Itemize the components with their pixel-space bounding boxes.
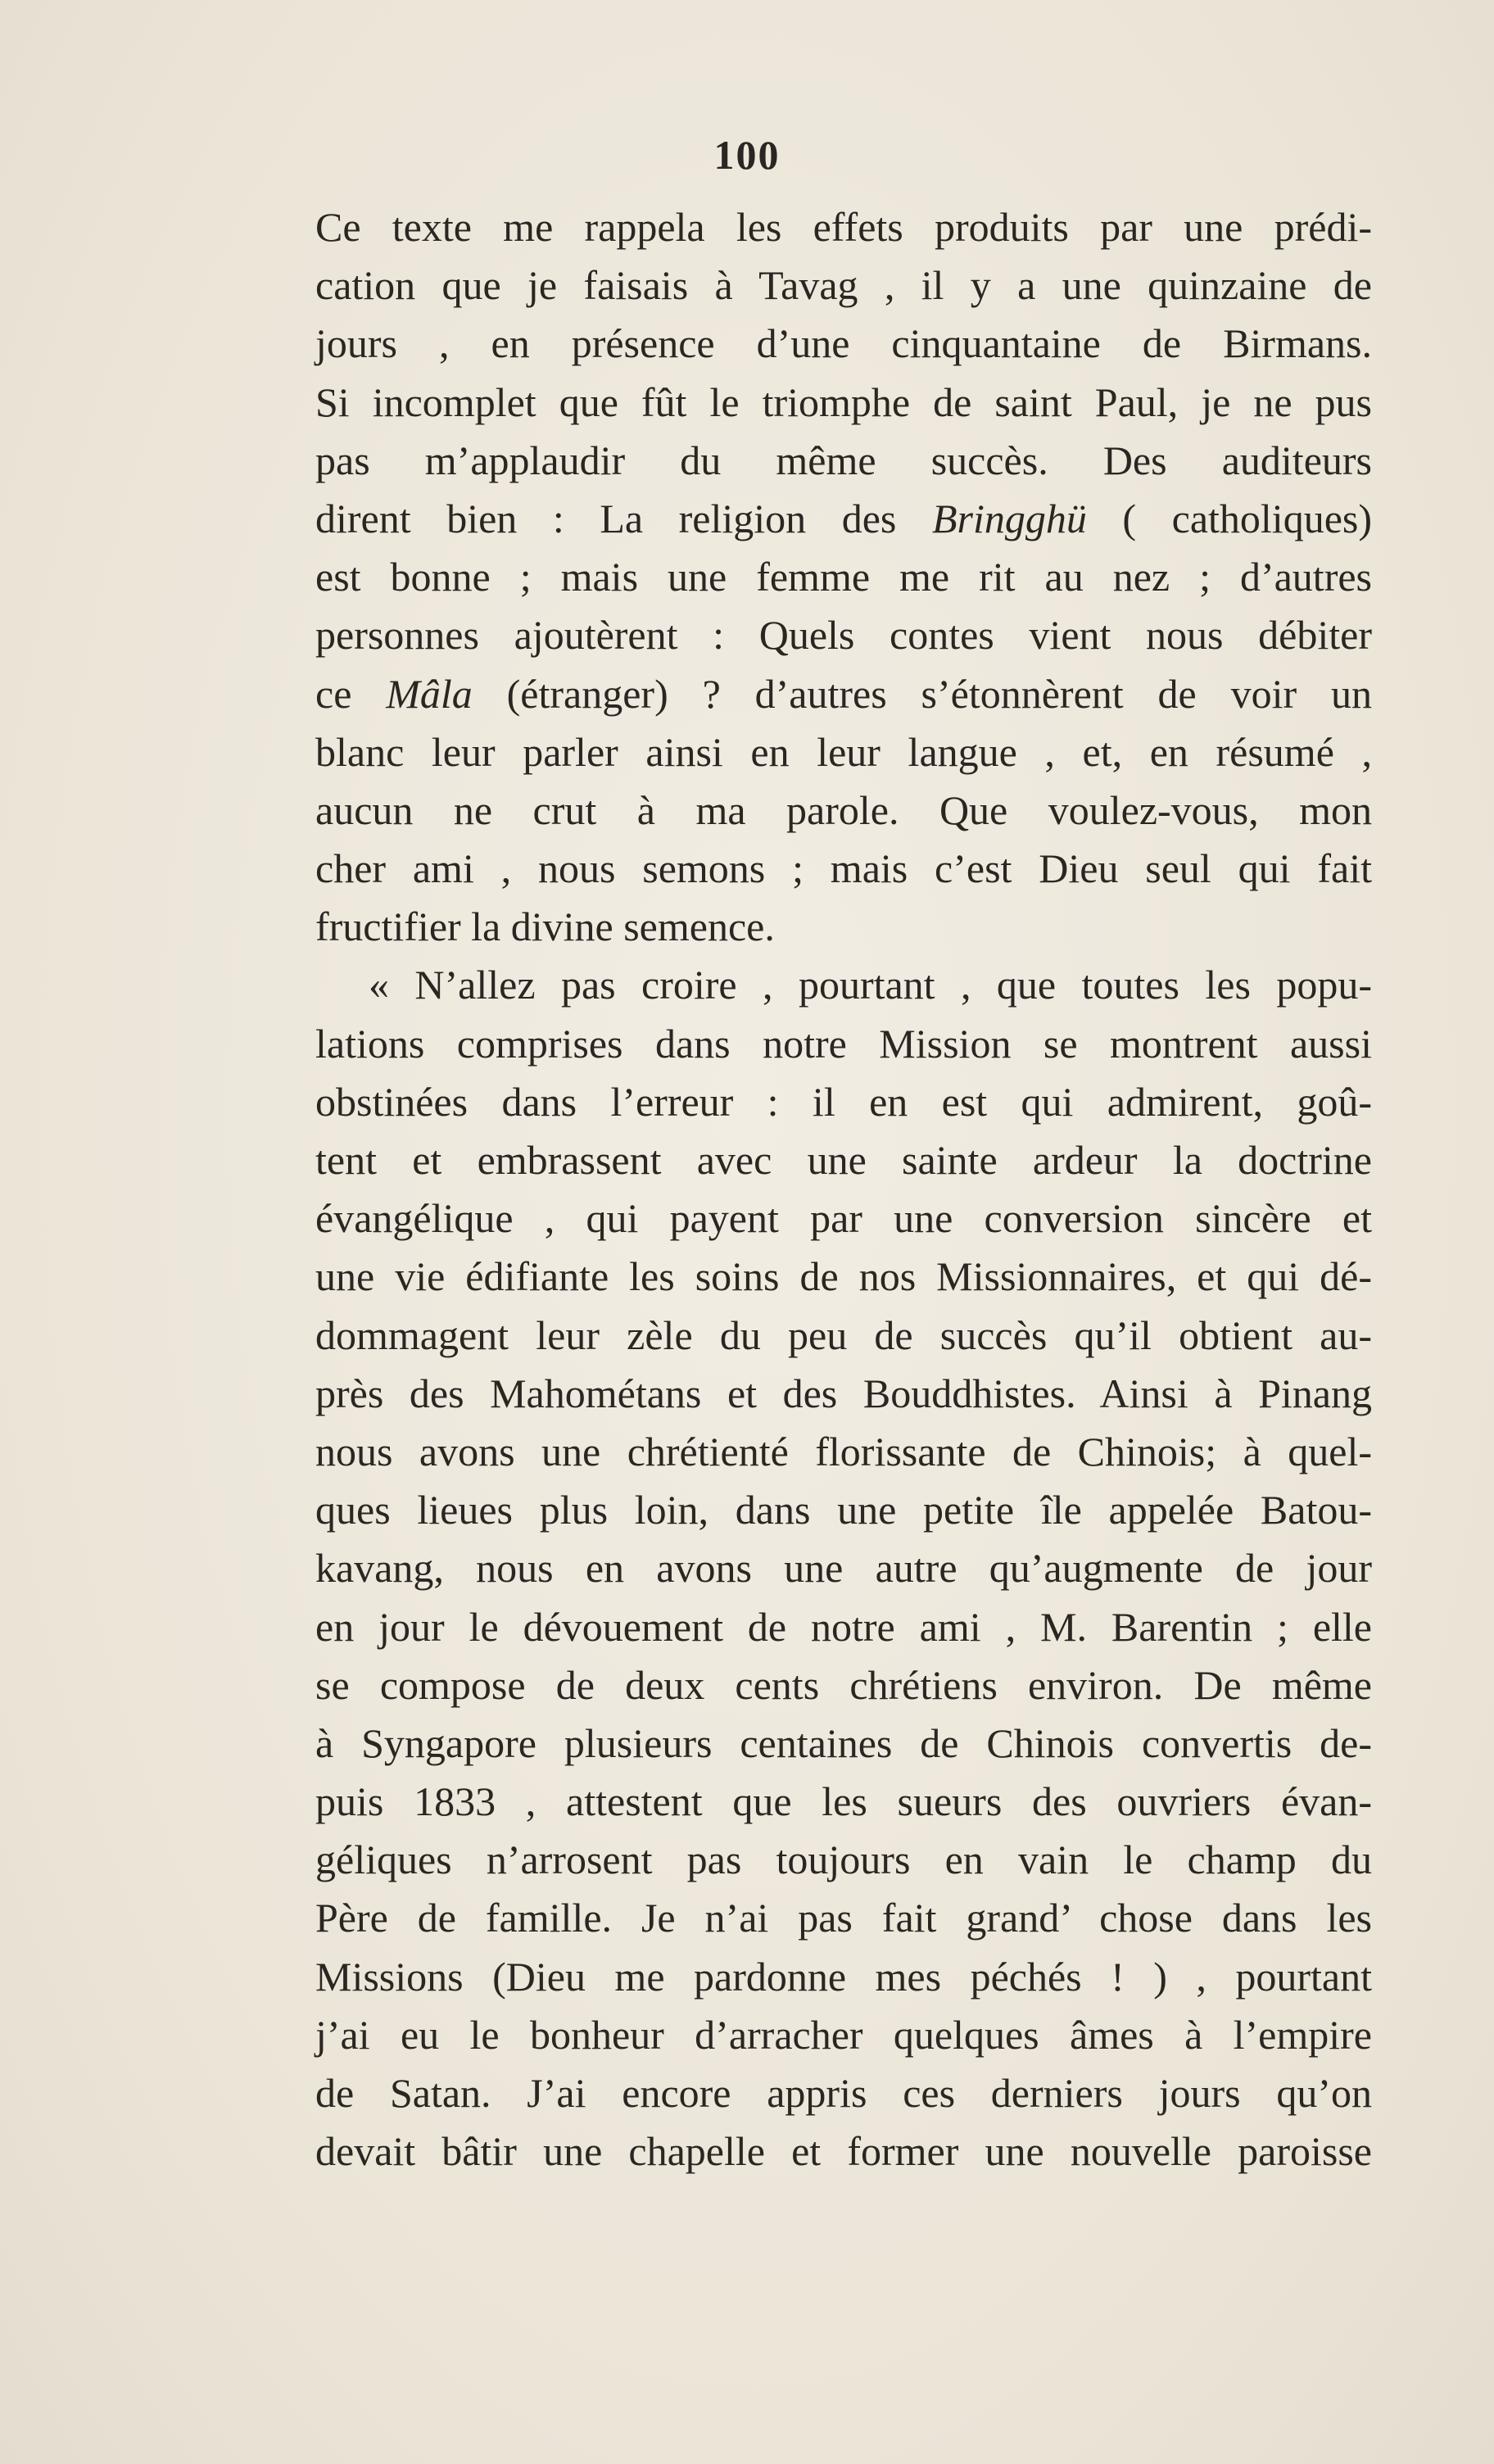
text-line-content: cation que je faisais à Tavag , il y a une quinzaine de	[315, 262, 1372, 309]
text-line	[315, 840, 1372, 898]
text-line	[315, 1189, 1372, 1248]
text-line	[315, 1598, 1372, 1656]
text-line-content: Ce texte me rappela les effets produits par une prédi-	[315, 204, 1372, 250]
text-line	[315, 1307, 1372, 1365]
text-line-content: devait bâtir une chapelle et former une nouvelle paroisse	[315, 2128, 1372, 2175]
text-line	[315, 1481, 1372, 1539]
text-line	[315, 315, 1372, 373]
text-line-content: de Satan. J’ai encore appris ces derniers jours qu’on	[315, 2070, 1372, 2116]
text-line	[315, 1889, 1372, 1947]
text-line-content: près des Mahométans et des Bouddhistes. Ainsi à Pinang	[315, 1370, 1372, 1416]
text-line-content: pas m’applaudir du même succès. Des auditeurs	[315, 437, 1372, 483]
text-line	[315, 606, 1372, 664]
text-line-content: se compose de deux cents chrétiens environ. De même	[315, 1661, 1372, 1708]
text-line	[315, 781, 1372, 840]
text-line	[315, 374, 1372, 432]
text-line	[315, 198, 1372, 256]
text-line	[315, 1248, 1372, 1306]
text-line-content: ce	[315, 670, 387, 717]
text-line	[315, 2006, 1372, 2064]
text-line	[315, 1773, 1372, 1831]
text-line-content: géliques n’arrosent pas toujours en vain le champ du	[315, 1837, 1372, 1883]
text-line-content: dirent bien : La religion des	[315, 495, 932, 541]
text-line	[315, 1365, 1372, 1423]
text-line-content: obstinées dans l’erreur : il en est qui admirent, goû-	[315, 1078, 1372, 1125]
text-line-content: (étranger) ? d’autres s’étonnèrent de voir un	[472, 670, 1372, 717]
text-line	[315, 256, 1372, 315]
text-line	[315, 1948, 1372, 2006]
text-line-content: nous avons une chrétienté florissante de Chinois; à quel-	[315, 1428, 1372, 1474]
text-line-content: lations comprises dans notre Mission se montrent aussi	[315, 1020, 1372, 1067]
text-line-content: aucun ne crut à ma parole. Que voulez-vous, mon	[315, 786, 1372, 833]
text-line-content: kavang, nous en avons une autre qu’augmente de jour	[315, 1545, 1372, 1592]
text-line-content: à Syngapore plusieurs centaines de Chinois convertis de-	[315, 1719, 1372, 1766]
text-line-content: ( catholiques)	[1086, 495, 1372, 541]
text-line	[315, 1714, 1372, 1773]
text-line-content: Père de famille. Je n’ai pas fait grand’ chose dans les	[315, 1895, 1372, 1941]
italic-word: Bringghü	[931, 495, 1087, 541]
text-line	[315, 1831, 1372, 1889]
italic-word: Mâla	[386, 670, 473, 717]
text-line-content: jours , en présence d’une cinquantaine de Birmans.	[315, 320, 1372, 367]
text-line-content: une vie édifiante les soins de nos Missionnaires, et qui dé-	[315, 1253, 1372, 1300]
text-line-content: blanc leur parler ainsi en leur langue , et, en résumé ,	[315, 728, 1372, 775]
text-line	[315, 898, 1372, 956]
text-line-content: fructifier la divine semence.	[315, 904, 775, 950]
text-line-content: « N’allez pas croire , pourtant , que toutes les popu-	[369, 962, 1372, 1008]
text-line-content: est bonne ; mais une femme me rit au nez ; d’autres	[315, 554, 1372, 600]
text-line	[315, 1423, 1372, 1481]
text-line-content: cher ami , nous semons ; mais c’est Dieu seul qui fait	[315, 845, 1372, 892]
text-line	[315, 723, 1372, 781]
text-line	[315, 432, 1372, 490]
text-line	[315, 2122, 1372, 2181]
text-line	[315, 1015, 1372, 1073]
text-line	[315, 665, 1372, 723]
body-text	[315, 198, 1372, 2181]
text-line	[315, 2064, 1372, 2122]
text-line-content: j’ai eu le bonheur d’arracher quelques âmes à l’empire	[315, 2011, 1372, 2058]
text-line	[315, 1073, 1372, 1131]
text-line	[315, 490, 1372, 548]
text-line-content: évangélique , qui payent par une conversion sincère et	[315, 1195, 1372, 1242]
text-line	[315, 1131, 1372, 1189]
text-line	[315, 548, 1372, 606]
text-line-content: en jour le dévouement de notre ami , M. Barentin ; elle	[315, 1603, 1372, 1650]
text-line-content: dommagent leur zèle du peu de succès qu’il obtient au-	[315, 1311, 1372, 1358]
text-line	[315, 1656, 1372, 1714]
page-number: 100	[713, 132, 781, 178]
text-line	[315, 1539, 1372, 1597]
text-line-content: Si incomplet que fût le triomphe de saint Paul, je ne pus	[315, 378, 1372, 425]
text-line	[315, 956, 1372, 1014]
text-line-content: puis 1833 , attestent que les sueurs des ouvriers évan-	[315, 1778, 1372, 1825]
text-line-content: tent et embrassent avec une sainte ardeur la doctrine	[315, 1137, 1372, 1183]
text-line-content: personnes ajoutèrent : Quels contes vient nous débiter	[315, 612, 1372, 659]
text-line-content: Missions (Dieu me pardonne mes péchés ! ) , pourtant	[315, 1953, 1372, 2000]
text-line-content: ques lieues plus loin, dans une petite île appelée Batou-	[315, 1487, 1372, 1533]
